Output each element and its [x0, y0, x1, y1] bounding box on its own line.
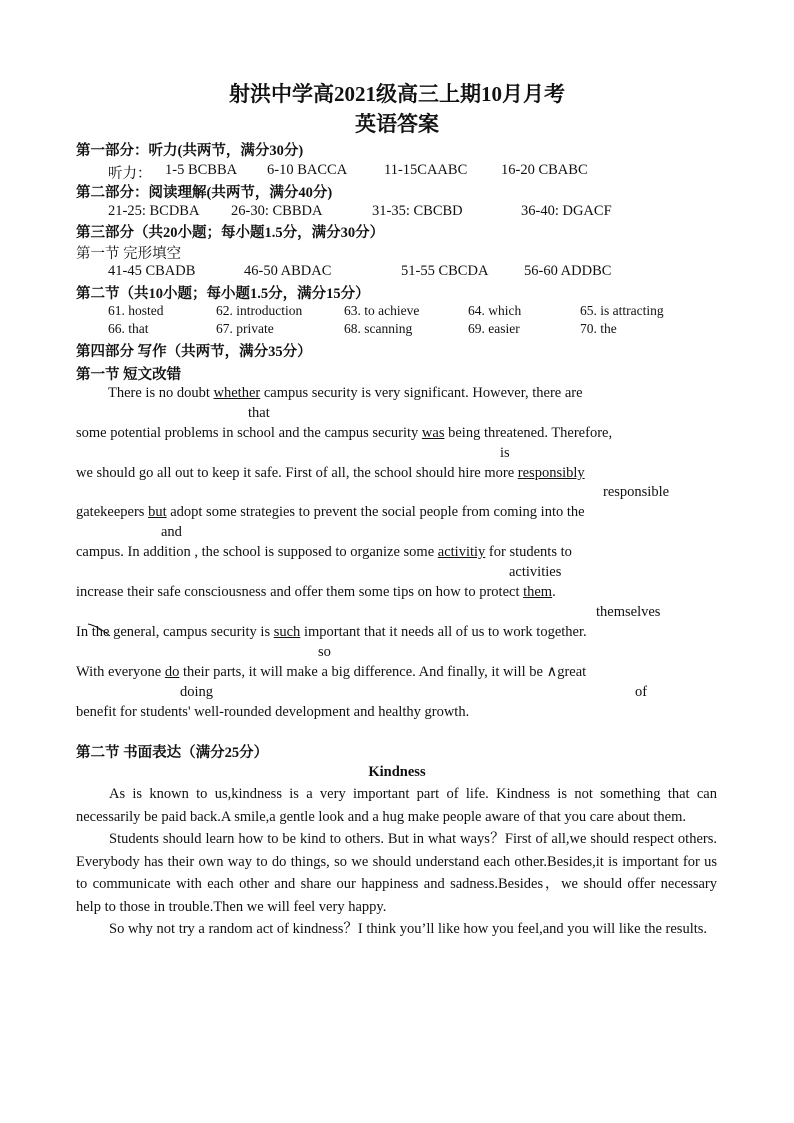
grammar-answer-63: 63. to achieve: [344, 303, 420, 318]
part4-section2-heading: 第二节 书面表达（满分25分）: [76, 745, 269, 761]
error-word: such: [273, 624, 301, 640]
correction-line-8: With everyone do their parts, it will make a big difference. And finally, it will be ∧great: [76, 664, 587, 680]
correction-line-9: benefit for students' well-rounded development and healthy growth.: [76, 704, 470, 720]
correction-fix: themselves: [596, 604, 661, 620]
correction-fix: that: [248, 405, 270, 421]
insert-caret: ∧: [546, 664, 558, 680]
cloze-answer-1: 41-45 CBADB: [108, 263, 196, 279]
correction-line-5: campus. In addition , the school is supposed to organize some activitiy for students to: [76, 544, 572, 560]
correction-line-6: increase their safe consciousness and offer them some tips on how to protect them.: [76, 584, 556, 600]
part2-answer-4: 36-40: DGACF: [521, 203, 612, 219]
grammar-answer-69: 69. easier: [468, 321, 520, 336]
grammar-answer-64: 64. which: [468, 303, 522, 318]
error-word: but: [148, 504, 167, 520]
part2-heading: 第二部分：阅读理解(共两节，满分40分): [76, 185, 333, 201]
grammar-answer-65: 65. is attracting: [580, 303, 664, 318]
correction-fix: and: [161, 524, 182, 540]
part1-answer-2: 6-10 BACCA: [267, 162, 348, 178]
part3-heading: 第三部分（共20小题；每小题1.5分，满分30分）: [76, 225, 385, 241]
cloze-answer-2: 46-50 ABDAC: [244, 263, 332, 279]
correction-fix: is: [500, 445, 510, 461]
part1-label: 听力：: [108, 166, 152, 182]
correction-line-4: gatekeepers but adopt some strategies to prevent the social people from coming into the: [76, 504, 585, 520]
correction-fix: responsible: [603, 484, 670, 500]
grammar-answer-68: 68. scanning: [344, 321, 413, 336]
part3-section1-heading: 第一节 完形填空: [76, 246, 182, 262]
part1-answer-1: 1-5 BCBBA: [165, 162, 238, 178]
grammar-answer-70: 70. the: [580, 321, 617, 336]
error-word: activitiy: [437, 544, 486, 560]
correction-line-7: In the general, campus security is such important that it needs all of us to work together.: [76, 624, 587, 640]
part2-answer-3: 31-35: CBCBD: [372, 203, 463, 219]
cloze-answer-3: 51-55 CBCDA: [401, 263, 489, 279]
part1-heading: 第一部分：听力(共两节，满分30分): [76, 143, 304, 159]
essay-paragraph-2: Students should learn how to be kind to others. But in what ways？First of all,we should respect others. Everybody has their own way to do things, so we should understand each other.Besides,it is important for us to communicate with each other and share our happiness and sadness.Besides，we should offer necessary help to those in trouble.Then we will feel very happy.: [76, 831, 717, 915]
grammar-answer-66: 66. that: [108, 321, 149, 336]
error-word: them: [523, 584, 553, 600]
error-word: do: [164, 664, 180, 680]
correction-fix: activities: [509, 564, 562, 580]
error-word: was: [421, 425, 445, 441]
part2-answer-1: 21-25: BCDBA: [108, 203, 200, 219]
page-subtitle: 英语答案: [355, 112, 439, 136]
essay-title: Kindness: [368, 764, 426, 780]
part4-section1-heading: 第一节 短文改错: [76, 367, 182, 383]
part4-heading: 第四部分 写作（共两节，满分35分）: [76, 344, 312, 360]
correction-fix: doing: [180, 684, 214, 700]
grammar-answer-62: 62. introduction: [216, 303, 303, 318]
correction-fix: of: [635, 684, 648, 700]
error-word: responsibly: [517, 465, 585, 481]
part1-answer-3: 11-15CAABC: [384, 162, 468, 178]
correction-line-3: we should go all out to keep it safe. First of all, the school should hire more responsibly: [76, 465, 585, 481]
essay-paragraph-1: As is known to us,kindness is a very important part of life. Kindness is not something that can necessarily be paid back.A smile,a gentle look and a hug make people aware of that you care about them.: [76, 786, 717, 825]
part3-section2-heading: 第二节（共10小题；每小题1.5分，满分15分）: [76, 286, 370, 302]
grammar-answer-67: 67. private: [216, 321, 274, 336]
part2-answer-2: 26-30: CBBDA: [231, 203, 323, 219]
correction-fix: so: [318, 644, 331, 660]
essay-paragraph-3: So why not try a random act of kindness？I think you’ll like how you feel,and you will like the results.: [109, 921, 708, 937]
error-word: whether: [213, 385, 261, 401]
delete-mark-icon: [86, 622, 114, 638]
correction-line-2: some potential problems in school and the campus security was being threatened. Therefore,: [76, 425, 613, 441]
page-title: 射洪中学高2021级高三上期10月月考: [229, 82, 565, 106]
cloze-answer-4: 56-60 ADDBC: [524, 263, 612, 279]
deleted-word: the: [92, 624, 110, 640]
part1-answer-4: 16-20 CBABC: [501, 162, 588, 178]
grammar-answer-61: 61. hosted: [108, 303, 164, 318]
correction-line-1: There is no doubt whether campus security is very significant. However, there are: [108, 385, 583, 401]
